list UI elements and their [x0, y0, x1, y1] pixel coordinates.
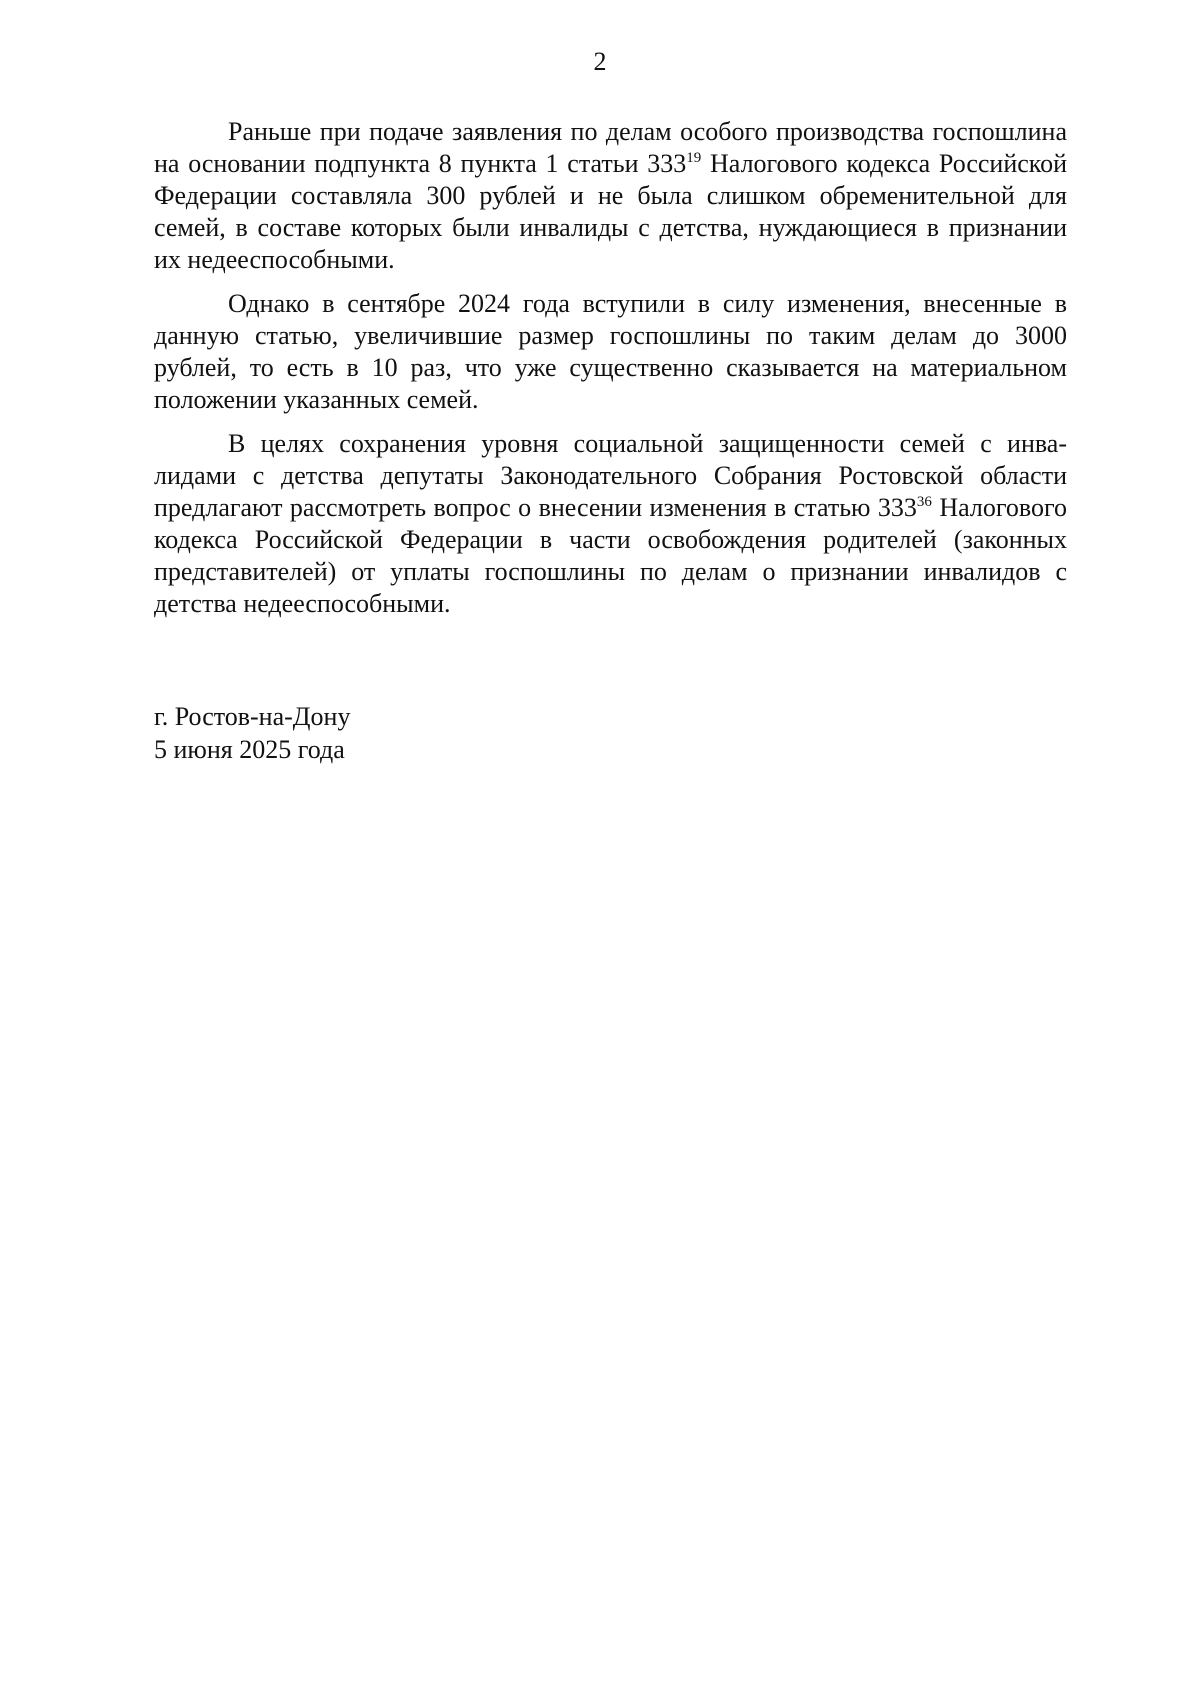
date: 5 июня 2025 года [154, 735, 345, 764]
paragraph-1 [154, 116, 1067, 276]
place-and-date [154, 700, 350, 766]
paragraph-2: Однако в сентябре 2024 года вступили в силу изменения, внесенные в данную статью, увеличившие размер госпошлины по таким делам до 3000 рублей, то есть в 10 раз, что уже существенно сказывается на материальном положении указанных семей. [154, 289, 1067, 414]
article-superscript-19: 19 [686, 150, 702, 166]
paragraph-3-text-start: В целях сохранения уровня социальной защищенности семей с инвалидами с детства депутаты Законодательного Собрания Ростовской области предлагают рассмотреть вопрос о внесении изменения в статью 333 [154, 429, 1067, 522]
paragraph-3 [154, 428, 1067, 620]
paragraph-1-text-start: Раньше при подаче заявления по делам особого производства госпошлина на основании подпункта 8 пункта 1 статьи 333 [154, 117, 1067, 178]
place: г. Ростов-на-Дону [154, 702, 351, 731]
paragraph-1-text-end: Налогового кодекса Российской Федерации составляла 300 рублей и не была слишком обременительной для семей, в составе которых были инвалиды с детства, нуждающиеся в признании их недееспособными. [154, 149, 1068, 274]
article-superscript-36: 36 [916, 494, 932, 510]
document-body [154, 116, 1067, 632]
page-number: 2 [593, 47, 607, 76]
paragraph-3-text-end: Налогового кодекса Российской Федерации в части освобождения родителей (законных представителей) от уплаты госпошлины по делам о признании инвалидов с детства недееспособными. [154, 493, 1067, 618]
